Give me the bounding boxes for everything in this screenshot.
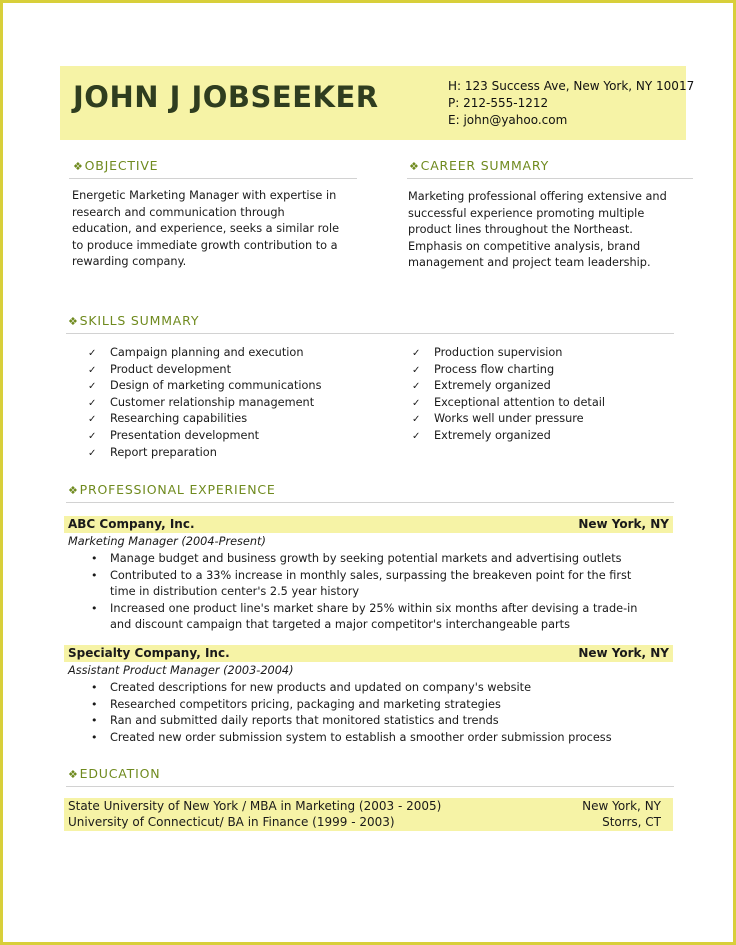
objective-line: education, and experience, seeks a similar role: [72, 222, 340, 236]
skill-text: Extremely organized: [434, 428, 551, 442]
skill-text: Process flow charting: [434, 362, 555, 376]
skill-item: [412, 395, 605, 412]
career-summary-rule: [407, 178, 693, 179]
bullet-icon: •: [91, 714, 98, 728]
skill-item: [412, 362, 605, 379]
checkmark-icon: ✓: [412, 381, 421, 393]
bullet-icon: •: [91, 568, 98, 582]
job-bullet-line: Increased one product line's market share by 25% within six months after devising a trade-in: [110, 601, 638, 615]
skill-text: Customer relationship management: [110, 395, 315, 409]
skill-item: [88, 428, 321, 445]
career-summary-line: management and project team leadership.: [408, 256, 651, 270]
checkmark-icon: ✓: [88, 430, 97, 442]
job-location: New York, NY: [578, 517, 669, 531]
bullet-icon: •: [91, 601, 98, 615]
skills-title: SKILLS SUMMARY: [79, 313, 200, 328]
skill-item: [88, 345, 321, 362]
objective-title: OBJECTIVE: [84, 158, 159, 173]
job-bullet: [91, 601, 637, 634]
job-bullet-line: Created descriptions for new products and updated on company's website: [110, 681, 532, 694]
bullet-icon: •: [91, 552, 98, 565]
education-rule: [66, 786, 674, 787]
diamond-bullet-icon: ❖: [68, 484, 79, 497]
diamond-bullet-icon: ❖: [409, 160, 420, 173]
skill-text: Product development: [110, 362, 232, 376]
experience-heading: [68, 482, 276, 497]
job-bullet: [91, 680, 612, 697]
career-summary-line: Emphasis on competitive analysis, brand: [408, 239, 641, 253]
education-row: [68, 799, 661, 815]
education-location: Storrs, CT: [602, 815, 661, 829]
skill-item: [412, 411, 605, 428]
skill-text: Researching capabilities: [110, 412, 248, 426]
company-name: ABC Company, Inc.: [68, 517, 195, 531]
job-bullet-line: Manage budget and business growth by seeking potential markets and advertising outlets: [110, 552, 622, 565]
bullet-icon: •: [91, 681, 98, 694]
skill-item: [88, 362, 321, 379]
career-summary-line: successful experience promoting multiple: [408, 206, 645, 220]
career-summary-title: CAREER SUMMARY: [420, 158, 550, 173]
checkmark-icon: ✓: [88, 447, 97, 459]
experience-rule: [66, 502, 674, 503]
skill-text: Campaign planning and execution: [110, 346, 304, 359]
skill-item: [88, 445, 321, 462]
experience-title: PROFESSIONAL EXPERIENCE: [79, 482, 276, 497]
job-location: New York, NY: [578, 646, 669, 660]
education-row: [68, 815, 661, 831]
career-summary-line: Marketing professional offering extensive and: [408, 190, 667, 203]
diamond-bullet-icon: ❖: [73, 160, 84, 173]
job-bullet: [91, 697, 612, 714]
checkmark-icon: ✓: [88, 364, 97, 376]
checkmark-icon: ✓: [412, 414, 421, 426]
checkmark-icon: ✓: [412, 397, 421, 409]
skill-text: Presentation development: [110, 428, 260, 442]
skill-item: [88, 411, 321, 428]
skill-item: [412, 345, 605, 362]
education-heading: [68, 766, 160, 781]
checkmark-icon: ✓: [412, 430, 421, 442]
career-summary-text: [408, 189, 667, 272]
career-summary-line: product lines throughout the Northeast.: [408, 223, 633, 237]
checkmark-icon: ✓: [88, 381, 97, 393]
job-header-bar: [64, 645, 673, 662]
job-bullet-line: Ran and submitted daily reports that monitored statistics and trends: [110, 714, 499, 728]
job-bullet: [91, 551, 637, 568]
skill-text: Works well under pressure: [434, 412, 584, 426]
job-bullet-line: Created new order submission system to establish a smoother order submission process: [110, 730, 612, 744]
job-title: Assistant Product Manager (2003-2004): [68, 664, 294, 677]
skill-text: Extremely organized: [434, 379, 551, 393]
skill-item: [412, 428, 605, 445]
diamond-bullet-icon: ❖: [68, 768, 79, 781]
resume-header: [60, 66, 695, 140]
checkmark-icon: ✓: [88, 397, 97, 409]
skill-item: [412, 378, 605, 395]
job-bullet-line: Researched competitors pricing, packaging and marketing strategies: [110, 697, 501, 711]
job-header-bar: [64, 516, 673, 533]
diamond-bullet-icon: ❖: [68, 315, 79, 328]
job-bullet: [91, 730, 612, 747]
career-summary-heading: [409, 158, 549, 173]
education-location: New York, NY: [582, 799, 661, 813]
objective-heading: [73, 158, 158, 173]
skills-list-left: [88, 345, 321, 461]
company-name: Specialty Company, Inc.: [68, 646, 230, 660]
education-degree: State University of New York / MBA in Marketing (2003 - 2005): [68, 799, 442, 813]
job-title: Marketing Manager (2004-Present): [68, 535, 266, 548]
education-bar: [64, 798, 673, 831]
skill-text: Design of marketing communications: [110, 379, 322, 393]
skills-heading: [68, 313, 199, 328]
job-bullets: [91, 551, 637, 634]
job-bullets: [91, 680, 612, 746]
contact-info: [448, 78, 694, 129]
bullet-icon: •: [91, 697, 98, 711]
objective-line: rewarding company.: [72, 255, 187, 269]
home-address: H: 123 Success Ave, New York, NY 10017: [448, 79, 695, 93]
checkmark-icon: ✓: [88, 348, 97, 359]
checkmark-icon: ✓: [412, 364, 421, 376]
skill-item: [88, 395, 321, 412]
skill-item: [88, 378, 321, 395]
checkmark-icon: ✓: [88, 414, 97, 426]
bullet-icon: •: [91, 730, 98, 744]
skill-text: Exceptional attention to detail: [434, 395, 606, 409]
skill-text: Production supervision: [434, 346, 563, 359]
job-bullet-line: Contributed to a 33% increase in monthly sales, surpassing the breakeven point for the first: [110, 568, 632, 582]
education-degree: University of Connecticut/ BA in Finance (1999 - 2003): [68, 815, 395, 829]
job-bullet-line: and discount campaign that targeted a major competitor's interchangeable parts: [110, 618, 570, 632]
objective-line: to produce immediate growth contribution to a: [72, 238, 338, 252]
skills-list-right: [412, 345, 605, 445]
objective-rule: [69, 178, 357, 179]
email-address: E: john@yahoo.com: [448, 113, 568, 127]
checkmark-icon: ✓: [412, 348, 421, 359]
skills-rule: [66, 333, 674, 334]
job-bullet: [91, 713, 612, 730]
job-bullet: [91, 568, 637, 601]
candidate-name: JOHN J JOBSEEKER: [73, 80, 379, 114]
education-title: EDUCATION: [79, 766, 161, 781]
job-bullet-line: time in distribution center's 2.5 year history: [110, 585, 360, 599]
objective-text: [72, 188, 339, 271]
objective-line: Energetic Marketing Manager with expertise in: [72, 189, 337, 202]
skill-text: Report preparation: [110, 445, 217, 459]
phone-number: P: 212-555-1212: [448, 96, 549, 110]
objective-line: research and communication through: [72, 205, 285, 219]
